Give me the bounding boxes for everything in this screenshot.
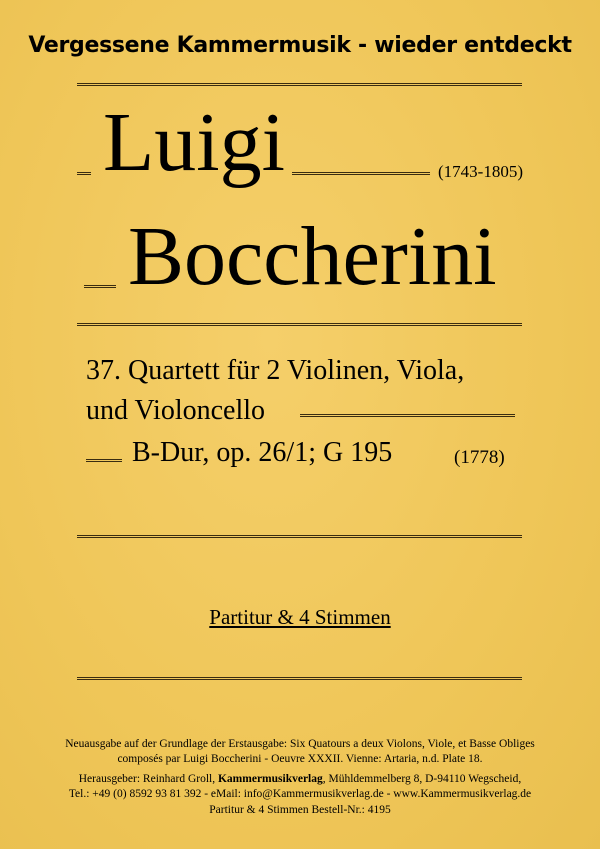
- footer-divider: [77, 677, 522, 680]
- work-title-line1: 37. Quartett für 2 Violinen, Viola,: [86, 355, 465, 386]
- order-line: Partitur & 4 Stimmen Bestell-Nr.: 4195: [209, 804, 391, 816]
- key-left-rule: [86, 459, 122, 462]
- work-title-line2: und Violoncello: [86, 395, 266, 426]
- series-title: Vergessene Kammermusik - wieder entdeckt: [28, 33, 572, 58]
- work-divider: [77, 535, 522, 538]
- composer-first-name: Luigi: [103, 96, 285, 189]
- publisher-suffix: , Mühldemmelberg 8, D-94110 Wegscheid,: [322, 773, 522, 785]
- publisher-line: [0, 772, 600, 787]
- work-year: (1778): [454, 447, 505, 468]
- work-key-opus: B-Dur, op. 26/1; G 195: [132, 437, 393, 468]
- composer-dates: (1743-1805): [438, 162, 523, 181]
- title-right-rule: [300, 414, 515, 417]
- last-name-left-rule: [84, 285, 116, 288]
- first-name-right-rule: [292, 172, 430, 175]
- contact-line: Tel.: +49 (0) 8592 93 81 392 - eMail: info@Kammermusikverlag.de - www.Kammermusikverlag.de: [68, 788, 532, 800]
- first-name-left-rule: [77, 172, 91, 175]
- publisher-name: Kammermusikverlag: [217, 773, 323, 785]
- top-divider: [77, 83, 522, 86]
- edition-type: Partitur & 4 Stimmen: [209, 605, 391, 629]
- source-line-1: Neuausgabe auf der Grundlage der Erstausgabe: Six Quatours a deux Violons, Viole, et Basse Obliges: [65, 738, 535, 750]
- composer-last-name: Boccherini: [128, 210, 497, 303]
- publisher-prefix: Herausgeber: Reinhard Groll,: [78, 773, 216, 785]
- source-line-2: composés par Luigi Boccherini - Oeuvre XXXII. Vienne: Artaria, n.d. Plate 18.: [117, 753, 483, 765]
- composer-divider: [77, 323, 522, 326]
